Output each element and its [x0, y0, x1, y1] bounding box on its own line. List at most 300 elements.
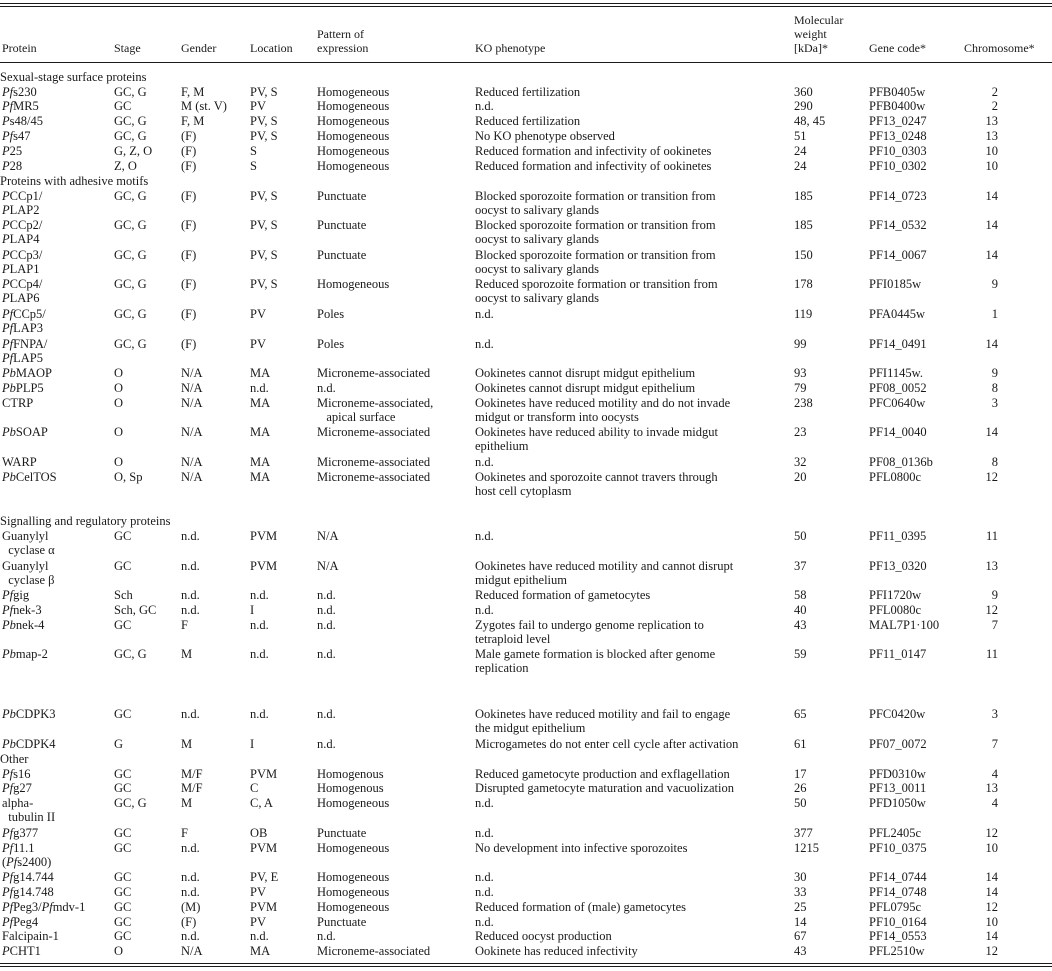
protein-line — [2, 944, 41, 958]
gender-line: n.d. — [181, 884, 200, 899]
header-gender: Gender — [181, 41, 217, 55]
ko-line: n.d. — [475, 454, 494, 469]
gender-cell — [181, 603, 200, 617]
pattern-line: Homogeneous — [317, 114, 390, 129]
mw-cell — [794, 114, 825, 128]
chromosome-cell: 7 — [991, 617, 998, 632]
ko-cell — [475, 248, 716, 276]
protein-name: PLP5 — [15, 380, 44, 395]
protein-line — [2, 826, 38, 840]
pattern-line: Homogeneous — [317, 158, 390, 173]
ko-line: oocyst to salivary glands — [475, 291, 599, 306]
species-prefix: P — [2, 202, 10, 217]
protein-cell — [2, 707, 55, 721]
protein-name: g14.748 — [13, 884, 54, 899]
stage-line: GC, G — [114, 277, 147, 292]
gene-cell — [869, 455, 933, 469]
pattern-cell — [317, 99, 389, 113]
mw-line: 79 — [794, 380, 807, 395]
stage-cell — [114, 366, 123, 380]
stage-cell — [114, 588, 133, 602]
mw-cell — [794, 189, 813, 203]
gender-cell — [181, 218, 196, 232]
protein-line — [2, 855, 51, 869]
protein-name: CCp2/ — [9, 218, 43, 233]
location-line: C — [250, 781, 259, 796]
protein-cell — [2, 144, 22, 158]
pattern-cell — [317, 603, 336, 617]
pattern-line: Microneme-associated, — [317, 395, 434, 410]
location-cell — [250, 796, 273, 810]
mw-line: 119 — [794, 306, 813, 321]
gene-cell — [869, 366, 923, 380]
pattern-cell — [317, 588, 336, 602]
location-line: MA — [250, 944, 271, 959]
stage-line: O — [114, 944, 124, 959]
ko-cell — [475, 767, 730, 781]
chromosome-cell: 14 — [985, 929, 998, 944]
stage-line: O — [114, 395, 124, 410]
gender-line: N/A — [181, 469, 203, 484]
location-cell — [250, 707, 269, 721]
gene-cell — [869, 277, 921, 291]
protein-name: Falcipain-1 — [2, 929, 59, 944]
gene-cell — [869, 915, 927, 929]
gene-cell — [869, 885, 927, 899]
gender-cell — [181, 425, 203, 439]
species-prefix: Pb — [2, 617, 16, 632]
ko-line: oocyst to salivary glands — [475, 232, 599, 247]
gender-line: N/A — [181, 380, 203, 395]
gender-cell — [181, 929, 200, 943]
protein-line — [2, 291, 42, 305]
ko-line: n.d. — [475, 884, 494, 899]
chromosome-cell: 2 — [991, 84, 998, 99]
mw-cell — [794, 381, 807, 395]
chromosome-cell: 1 — [991, 306, 998, 321]
protein-line — [2, 559, 55, 573]
location-line: PVM — [250, 766, 278, 781]
protein-name: CCp5/ — [13, 306, 46, 321]
gender-cell — [181, 337, 196, 351]
protein-name: g14.744 — [13, 870, 54, 885]
protein-name: cyclase β — [2, 572, 55, 587]
species-prefix: P — [2, 277, 10, 292]
protein-cell — [2, 85, 37, 99]
pattern-cell — [317, 277, 389, 291]
ko-line: Zygotes fail to undergo genome replication to — [475, 617, 704, 632]
ko-line: oocyst to salivary glands — [475, 261, 599, 276]
gene-cell — [869, 425, 927, 439]
stage-cell — [114, 248, 147, 262]
gender-line: (F) — [181, 277, 197, 292]
protein-line — [2, 529, 55, 543]
protein-cell — [2, 781, 32, 795]
stage-cell — [114, 529, 131, 543]
species-prefix: Pf — [2, 766, 14, 781]
mw-line: 51 — [794, 128, 807, 143]
stage-cell — [114, 826, 131, 840]
species-prefix: P — [2, 114, 10, 129]
header-location: Location — [250, 41, 293, 55]
gene-line: PF14_0723 — [869, 188, 927, 203]
location-line: PV, S — [250, 188, 278, 203]
pattern-cell — [317, 307, 344, 321]
chromosome-cell: 10 — [985, 840, 998, 855]
pattern-line: n.d. — [317, 707, 336, 721]
protein-cell — [2, 114, 43, 128]
pattern-line: Punctuate — [317, 188, 367, 203]
species-prefix: Pb — [2, 366, 16, 381]
gender-cell — [181, 737, 192, 751]
species-prefix: Pf — [2, 781, 14, 796]
ko-line: tetraploid level — [475, 631, 551, 646]
mw-cell — [794, 767, 807, 781]
species-prefix: Pf — [2, 99, 14, 114]
location-line: PVM — [250, 899, 278, 914]
protein-cell — [2, 366, 52, 380]
protein-line — [2, 262, 42, 276]
gender-line: (F) — [181, 218, 197, 233]
pattern-line: Poles — [317, 336, 345, 351]
header-mw-line3: [kDa]* — [794, 41, 828, 55]
mw-cell — [794, 929, 807, 943]
mw-line: 14 — [794, 914, 807, 929]
protein-cell — [2, 129, 30, 143]
species-prefix: Pf — [2, 840, 14, 855]
ko-line: Ookinetes have reduced ability to invade midgut — [475, 425, 718, 440]
ko-line: n.d. — [475, 529, 494, 543]
gender-cell — [181, 767, 203, 781]
stage-line: GC — [114, 617, 132, 632]
pattern-cell — [317, 248, 366, 262]
ko-cell — [475, 929, 612, 943]
stage-cell — [114, 455, 123, 469]
pattern-cell — [317, 737, 336, 751]
gene-line: PF10_0302 — [869, 158, 927, 173]
gene-cell — [869, 618, 939, 632]
stage-cell — [114, 929, 131, 943]
protein-line — [2, 618, 44, 632]
chromosome-cell: 4 — [991, 796, 998, 811]
gene-line: PF13_0247 — [869, 114, 927, 129]
mw-cell — [794, 99, 813, 113]
protein-name: s2400) — [17, 854, 52, 869]
protein-name: CDPK4 — [15, 736, 56, 751]
stage-line: GC — [114, 99, 132, 114]
protein-name: Peg4 — [13, 914, 39, 929]
pattern-cell — [317, 929, 336, 943]
ko-line: Reduced formation and infectivity of ookinetes — [475, 158, 712, 173]
protein-line — [2, 796, 55, 810]
stage-cell — [114, 85, 147, 99]
mw-cell — [794, 396, 813, 410]
stage-line: GC, G — [114, 336, 147, 351]
gender-line: n.d. — [181, 929, 200, 944]
pattern-line: n.d. — [317, 603, 336, 617]
stage-line: GC — [114, 870, 132, 885]
location-cell — [250, 455, 270, 469]
location-cell — [250, 647, 269, 661]
pattern-line: Punctuate — [317, 825, 367, 840]
protein-cell — [2, 277, 42, 305]
ko-line: Ookinetes have reduced motility and fail to engage — [475, 707, 731, 721]
protein-cell — [2, 396, 33, 410]
protein-cell — [2, 307, 46, 335]
gender-cell — [181, 85, 204, 99]
header-chrom: Chromosome* — [964, 41, 1035, 55]
species-prefix: Pb — [2, 647, 16, 662]
protein-name: CHT1 — [9, 944, 41, 959]
gender-line: (F) — [181, 158, 197, 173]
species-prefix: P — [2, 261, 10, 276]
header-mw-line1: Molecular — [794, 13, 844, 27]
protein-line — [2, 929, 59, 943]
gender-line: (F) — [181, 306, 197, 321]
section-title: Signalling and regulatory proteins — [0, 514, 171, 528]
stage-line: GC — [114, 929, 132, 944]
gender-line: M/F — [181, 781, 203, 796]
gene-line: PFC0640w — [869, 395, 926, 410]
mw-cell — [794, 366, 807, 380]
gene-cell — [869, 114, 927, 128]
ko-line: Ookinetes and sporozoite cannot travers through — [475, 469, 718, 484]
gender-cell — [181, 396, 203, 410]
gene-cell — [869, 826, 921, 840]
protein-name: FNPA/ — [13, 336, 48, 351]
chromosome-cell: 10 — [985, 914, 998, 929]
pattern-line: Microneme-associated — [317, 454, 431, 469]
mw-line: 185 — [794, 218, 813, 233]
mw-line: 238 — [794, 395, 813, 410]
protein-name: map-2 — [15, 647, 48, 662]
ko-cell — [475, 618, 704, 646]
location-cell — [250, 767, 277, 781]
ko-line: Reduced formation of gametocytes — [475, 588, 651, 603]
protein-name: g377 — [13, 825, 39, 840]
ko-cell — [475, 885, 494, 899]
ko-cell — [475, 944, 638, 958]
location-cell — [250, 381, 269, 395]
stage-cell — [114, 381, 123, 395]
chromosome-cell: 14 — [985, 884, 998, 899]
pattern-cell — [317, 944, 430, 958]
species-prefix: P — [2, 218, 10, 233]
gender-line: N/A — [181, 944, 203, 959]
stage-line: GC — [114, 899, 132, 914]
stage-cell — [114, 396, 123, 410]
ko-line: midgut epithelium — [475, 572, 568, 587]
protein-name: LAP5 — [13, 350, 43, 365]
location-line: n.d. — [250, 617, 269, 632]
chromosome-cell: 2 — [991, 99, 998, 114]
header-pattern-line1: Pattern of — [317, 27, 364, 41]
species-prefix: Pf — [2, 128, 14, 143]
stage-line: Sch — [114, 588, 133, 603]
protein-cell — [2, 618, 44, 632]
gene-cell — [869, 337, 927, 351]
stage-cell — [114, 470, 142, 484]
chromosome-cell: 14 — [985, 218, 998, 233]
mw-line: 43 — [794, 617, 807, 632]
ko-line: Blocked sporozoite formation or transition from — [475, 247, 716, 262]
chromosome-cell: 13 — [985, 558, 998, 573]
protein-line — [2, 232, 42, 246]
stage-cell — [114, 885, 131, 899]
gender-cell — [181, 915, 196, 929]
protein-line — [2, 647, 48, 661]
protein-name: s16 — [13, 766, 31, 781]
chromosome-cell: 9 — [991, 277, 998, 292]
protein-line — [2, 366, 52, 380]
pattern-line: n.d. — [317, 588, 336, 603]
ko-cell — [475, 781, 734, 795]
ko-cell — [475, 470, 718, 498]
location-cell — [250, 885, 266, 899]
mw-cell — [794, 870, 807, 884]
mw-line: 20 — [794, 469, 807, 484]
pattern-cell — [317, 114, 389, 128]
pattern-line: n.d. — [317, 929, 336, 944]
mw-line: 59 — [794, 647, 807, 662]
pattern-line: apical surface — [317, 409, 396, 424]
ko-cell — [475, 144, 711, 158]
pattern-line: Punctuate — [317, 914, 367, 929]
ko-line: n.d. — [475, 306, 494, 321]
protein-cell — [2, 944, 41, 958]
ko-cell — [475, 588, 650, 602]
pattern-cell — [317, 218, 366, 232]
stage-cell — [114, 618, 131, 632]
protein-name: 25 — [9, 143, 23, 158]
pattern-cell — [317, 915, 366, 929]
gender-cell — [181, 885, 200, 899]
chromosome-cell: 8 — [991, 454, 998, 469]
protein-name: alpha- — [2, 796, 34, 811]
species-prefix: Pf — [2, 914, 14, 929]
gender-line: M — [181, 647, 193, 662]
location-line: PV — [250, 336, 266, 351]
protein-line — [2, 144, 22, 158]
ko-cell — [475, 826, 494, 840]
ko-line: Blocked sporozoite formation or transition from — [475, 218, 716, 233]
mw-cell — [794, 588, 807, 602]
mw-line: 150 — [794, 247, 813, 262]
species-prefix: Pf — [2, 588, 14, 603]
protein-line — [2, 737, 55, 751]
gender-line: F — [181, 617, 188, 632]
gene-cell — [869, 307, 925, 321]
species-prefix: Pb — [2, 425, 16, 440]
mw-line: 24 — [794, 143, 807, 158]
gene-line: PF14_0748 — [869, 884, 927, 899]
gene-line: PF14_0491 — [869, 336, 927, 351]
gene-line: PF14_0067 — [869, 247, 927, 262]
chromosome-cell: 11 — [985, 647, 998, 662]
mw-line: 43 — [794, 944, 807, 959]
protein-cell — [2, 900, 85, 914]
species-prefix: Pf — [2, 320, 14, 335]
stage-cell — [114, 129, 147, 143]
mw-cell — [794, 425, 807, 439]
pattern-cell — [317, 781, 384, 795]
mw-cell — [794, 826, 813, 840]
protein-line — [2, 248, 42, 262]
protein-cell — [2, 470, 57, 484]
pattern-cell — [317, 470, 430, 484]
protein-name: 11.1 — [13, 840, 35, 855]
mw-cell — [794, 307, 812, 321]
stage-line: GC, G — [114, 128, 147, 143]
protein-name: CCp4/ — [9, 277, 43, 292]
location-line: PVM — [250, 840, 278, 855]
gender-line: N/A — [181, 425, 203, 440]
mw-cell — [794, 647, 807, 661]
gender-line: M/F — [181, 766, 203, 781]
mw-cell — [794, 337, 807, 351]
protein-cell — [2, 796, 55, 824]
ko-line: Ookinetes have reduced motility and do not invade — [475, 395, 731, 410]
protein-name: Guanylyl — [2, 558, 49, 573]
protein-name: MR5 — [13, 99, 39, 114]
protein-line — [2, 307, 46, 321]
mw-cell — [794, 277, 813, 291]
mw-line: 377 — [794, 825, 813, 840]
gene-line: PF13_0320 — [869, 558, 927, 573]
gender-line: N/A — [181, 395, 203, 410]
chromosome-cell: 12 — [985, 603, 998, 617]
gene-cell — [869, 218, 927, 232]
gene-line: PFD1050w — [869, 796, 926, 811]
gene-line: PF10_0375 — [869, 840, 927, 855]
location-cell — [250, 915, 266, 929]
pattern-line: Homogeneous — [317, 143, 390, 158]
header-stage: Stage — [114, 41, 141, 55]
location-cell — [250, 159, 257, 173]
chromosome-cell: 14 — [985, 188, 998, 203]
gene-cell — [869, 737, 927, 751]
gene-cell — [869, 189, 927, 203]
protein-name: tubulin II — [2, 810, 56, 825]
species-prefix: Pb — [2, 380, 16, 395]
mw-line: 32 — [794, 454, 807, 469]
gender-line: (F) — [181, 336, 197, 351]
protein-cell — [2, 337, 47, 365]
gene-cell — [869, 944, 925, 958]
gene-line: PFL2510w — [869, 944, 925, 959]
location-cell — [250, 366, 270, 380]
section-title: Other — [0, 752, 29, 766]
stage-cell — [114, 944, 123, 958]
mw-line: 33 — [794, 884, 807, 899]
species-prefix: P — [2, 291, 10, 306]
protein-cell — [2, 425, 48, 439]
chromosome-cell: 3 — [991, 395, 998, 410]
pattern-cell — [317, 826, 366, 840]
pattern-cell — [317, 707, 336, 721]
location-cell — [250, 248, 278, 262]
gender-line: F, M — [181, 114, 205, 129]
stage-line: GC, G — [114, 796, 147, 811]
location-line: OB — [250, 825, 268, 840]
location-line: I — [250, 603, 255, 617]
pattern-line: Homogeneous — [317, 884, 390, 899]
gender-line: N/A — [181, 454, 203, 469]
ko-cell — [475, 366, 695, 380]
mw-cell — [794, 129, 807, 143]
pattern-line: n.d. — [317, 380, 336, 395]
mw-line: 26 — [794, 781, 807, 796]
